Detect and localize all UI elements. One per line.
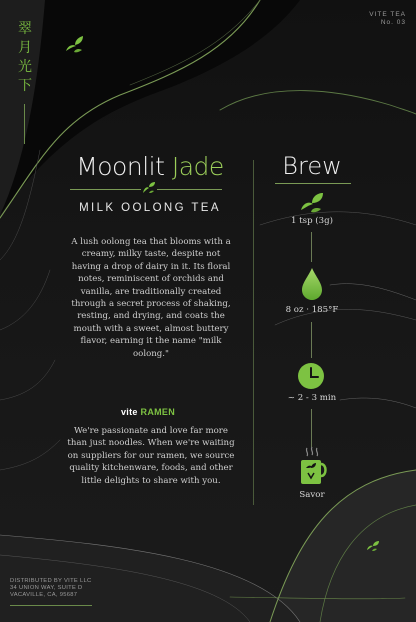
kanji-char: 翠 <box>18 21 32 37</box>
number-line: No. 03 <box>380 19 406 26</box>
title-main: Moonlit <box>76 152 172 181</box>
step-connector <box>311 232 312 262</box>
company-about: We're passionate and love far more than just noodles. When we're waiting on suppliers for our ramen, we source quality kitchenware, foods, and other little delights to share with you. <box>67 426 235 486</box>
brew-step-label: 1 tsp (3g) <box>291 216 333 226</box>
step-connector <box>311 409 312 447</box>
column-divider <box>253 160 254 505</box>
distributor-info <box>10 578 92 600</box>
vite-ramen-logo <box>121 407 175 417</box>
kanji-char: 下 <box>18 78 32 94</box>
footer-line: DISTRIBUTED BY VITE LLC <box>10 578 92 584</box>
brew-rule <box>275 183 351 184</box>
step-connector <box>311 322 312 358</box>
brew-step-label: ~ 2 - 3 min <box>287 393 337 403</box>
footer-rule <box>10 605 92 606</box>
kanji-underline <box>24 104 25 144</box>
clock-icon <box>297 362 325 390</box>
kanji-char: 月 <box>18 40 32 56</box>
title-accent: Jade <box>171 152 224 181</box>
kanji-vertical-title <box>15 20 35 96</box>
product-description: A lush oolong tea that blooms with a creamy, milky taste, despite not having a drop of dairy in it. Its floral notes, reminiscent of orchids and vanilla, are traditionally created through a secret process of shaking, resting, and drying, and coats the mouth with a sweet, almost buttery flavor, earning it the name "milk oolong." <box>71 237 231 359</box>
small-leaf-icon <box>366 540 380 552</box>
brew-step-label: Savor <box>299 490 325 500</box>
brew-step-label: 8 oz · 185°F <box>285 305 339 315</box>
product-title <box>60 152 240 181</box>
brand-line: VITE TEA <box>369 11 406 18</box>
kanji-char: 光 <box>18 59 32 75</box>
tea-leaf-icon <box>62 34 86 58</box>
brand-number <box>369 11 406 27</box>
tea-leaf-icon <box>298 191 326 215</box>
footer-line: VACAVILLE, CA, 95687 <box>10 592 78 599</box>
logo-word-left: vite <box>121 407 138 417</box>
product-subtitle: MILK OOLONG TEA <box>79 202 221 214</box>
tea-mug-icon <box>297 446 329 486</box>
water-drop-icon <box>300 267 324 301</box>
footer-line: 34 UNION WAY, SUITE D <box>10 585 83 592</box>
brew-title: Brew <box>282 152 342 180</box>
leaf-ornament-icon <box>141 181 157 195</box>
logo-word-right: RAMEN <box>140 407 176 417</box>
